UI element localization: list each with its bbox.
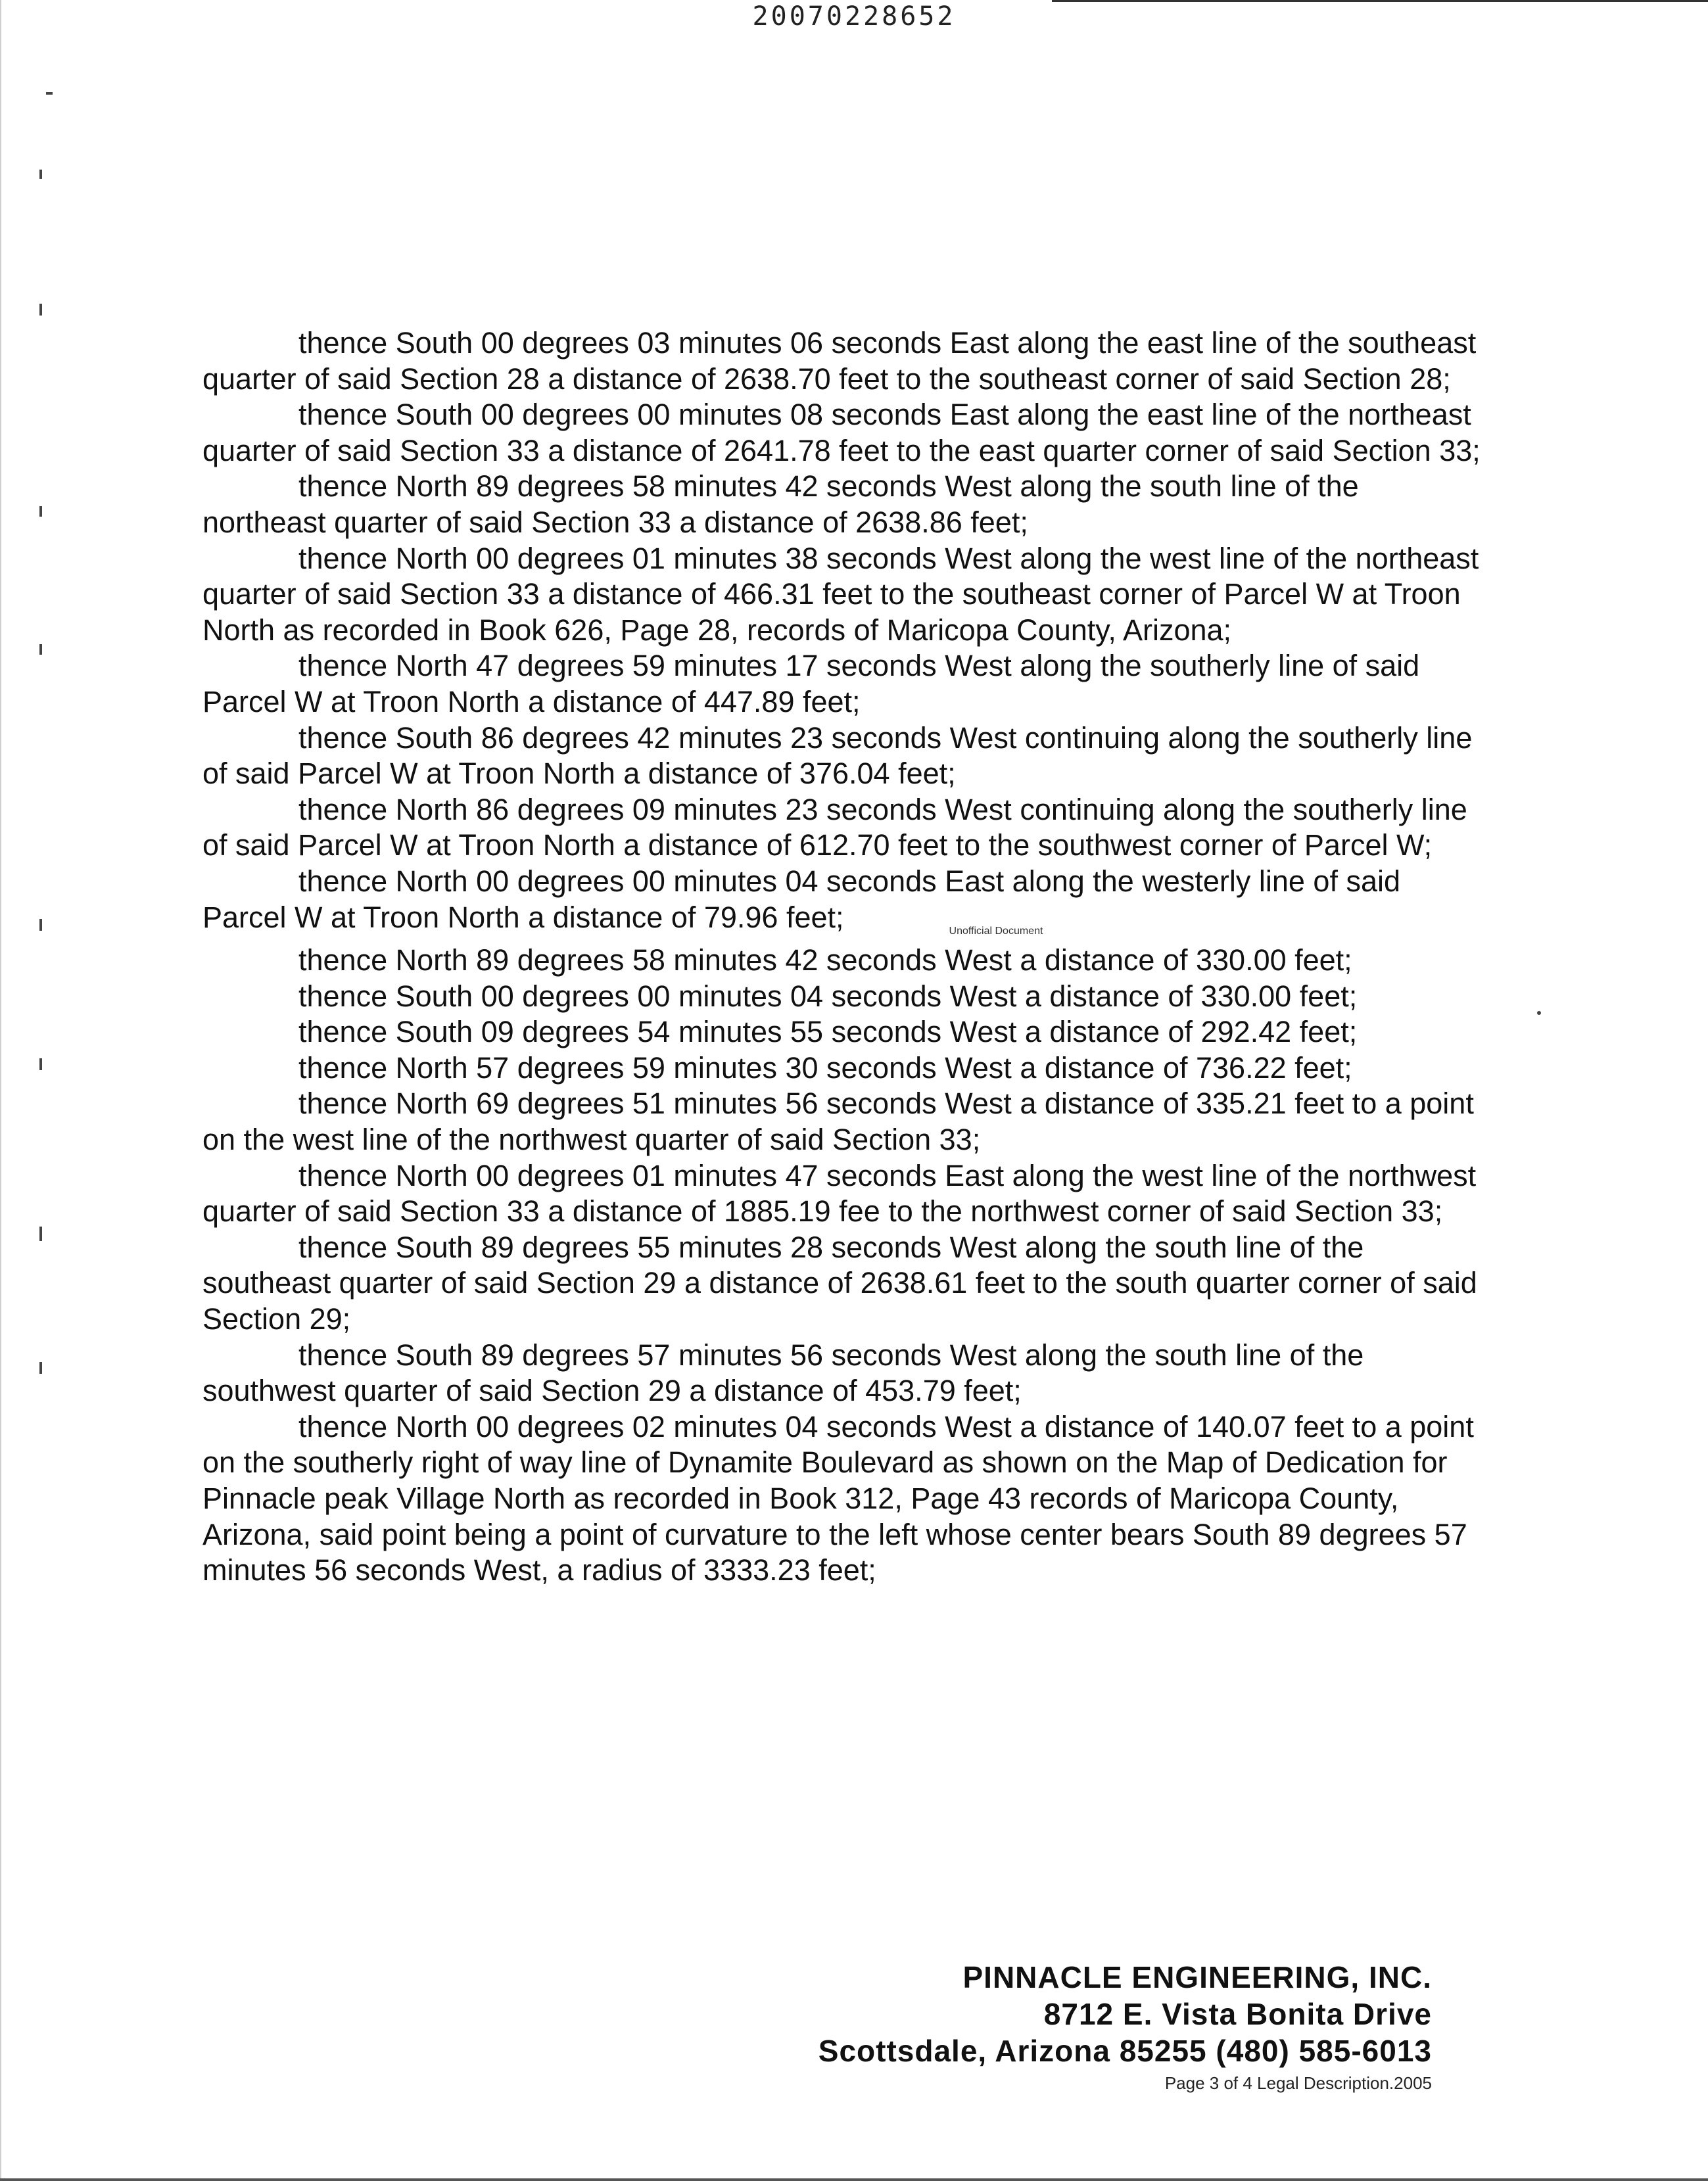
course-paragraph: thence North 57 degrees 59 minutes 30 seconds West a distance of 736.22 feet; [298,1050,1352,1085]
scan-mark [39,506,42,517]
course-paragraph: thence North 69 degrees 51 minutes 56 seconds West a distance of 335.21 feet to a point on the west line of the northwest quarter of said Section 33; [202,1087,1474,1157]
scan-mark [39,1058,42,1070]
course-paragraph: thence South 86 degrees 42 minutes 23 seconds West continuing along the southerly line of said Parcel W at Troon North a distance of 376.04 feet; [202,720,1473,791]
company-name: PINNACLE ENGINEERING, INC. [962,1960,1432,1994]
scan-left-edge [0,0,1,2181]
course-paragraph: thence North 00 degrees 01 minutes 38 seconds West along the west line of the northeast quarter of said Section 33 a distance of 466.31 feet to the southeast corner of Parcel W at Troon North as recorded in Book 626, Page 28, records of Maricopa County, Arizona; [202,541,1479,647]
company-address-street: 8712 E. Vista Bonita Drive [1043,1997,1432,2031]
course-paragraph: thence South 89 degrees 55 minutes 28 seconds West along the south line of the southeast quarter of said Section 29 a distance of 2638.61 feet to the south quarter corner of said Section 29; [202,1230,1477,1336]
scan-speck [46,92,53,95]
scan-mark [39,170,42,179]
scan-bottom-edge [0,2178,1708,2181]
page-number: Page 3 of 4 Legal Description.2005 [1164,2073,1432,2093]
course-paragraph: thence North 89 degrees 58 minutes 42 seconds West along the south line of the northeast quarter of said Section 33 a distance of 2638.86 feet; [202,469,1359,539]
scan-mark [39,644,42,655]
unofficial-watermark: Unofficial Document [949,925,1043,937]
recording-number: 20070228652 [752,1,956,32]
legal-description-body [202,325,1481,1589]
course-paragraph: thence South 00 degrees 00 minutes 04 seconds West a distance of 330.00 feet; [298,979,1358,1013]
course-paragraph: thence South 09 degrees 54 minutes 55 seconds West a distance of 292.42 feet; [298,1015,1358,1049]
course-paragraph: thence South 89 degrees 57 minutes 56 seconds West along the south line of the southwest quarter of said Section 29 a distance of 453.79 feet; [202,1338,1364,1408]
course-paragraph: thence North 47 degrees 59 minutes 17 seconds West along the southerly line of said Parcel W at Troon North a distance of 447.89 feet; [202,649,1420,718]
course-paragraph: thence South 00 degrees 00 minutes 08 seconds East along the east line of the northeast quarter of said Section 33 a distance of 2641.78 feet to the east quarter corner of said Section 33; [202,398,1481,467]
course-paragraph: thence North 86 degrees 09 minutes 23 seconds West continuing along the southerly line of said Parcel W at Troon North a distance of 612.70 feet to the southwest corner of Parcel W; [202,792,1467,862]
company-address-city-phone: Scottsdale, Arizona 85255 (480) 585-6013 [818,2034,1432,2068]
course-paragraph: thence North 00 degrees 02 minutes 04 seconds West a distance of 140.07 feet to a point on the southerly right of way line of Dynamite Boulevard as shown on the Map of Dedication for Pinnacle peak Village North as recorded in Book 312, Page 43 records of Maricopa County, Arizona, said point being a point of curvature to the left whose center bears South 89 degrees 57 minutes 56 seconds West, a radius of 3333.23 feet; [202,1409,1474,1587]
scan-mark [39,1362,42,1374]
course-text: thence North 00 degrees 00 minutes 04 seconds East along the westerly line of said Parcel W at Troon North a distance of 79.96 feet; [202,864,1401,934]
course-paragraph: thence North 00 degrees 01 minutes 47 seconds East along the west line of the northwest quarter of said Section 33 a distance of 1885.19 fee to the northwest corner of said Section 33; [202,1158,1477,1229]
course-paragraph: thence North 89 degrees 58 minutes 42 seconds West a distance of 330.00 feet; [298,943,1352,977]
scan-mark [39,919,42,931]
company-footer [818,1959,1432,2069]
scan-speck [1537,1011,1541,1015]
scan-mark [39,1227,42,1241]
scan-mark [39,304,42,316]
course-paragraph: thence South 00 degrees 03 minutes 06 seconds East along the east line of the southeast quarter of said Section 28 a distance of 2638.70 feet to the southeast corner of said Section 28; [202,326,1477,396]
course-paragraph-with-watermark [202,864,1481,943]
